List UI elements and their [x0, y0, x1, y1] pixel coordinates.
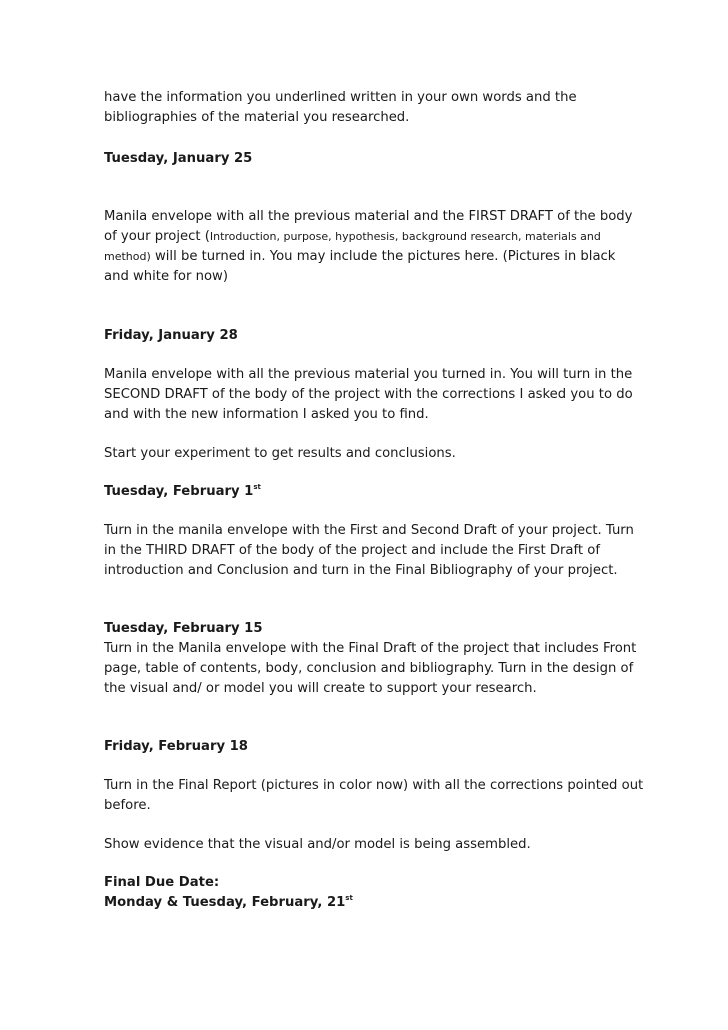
paragraph-january-25-part1: Manila envelope with all the previous material and the FIRST DRAFT of the body of your project (	[104, 209, 633, 244]
final-due-date	[104, 893, 644, 913]
heading-tuesday-february-1	[104, 482, 644, 502]
heading-tuesday-january-25: Tuesday, January 25	[104, 151, 253, 166]
document-page	[104, 88, 644, 913]
paragraph-february-15: Turn in the Manila envelope with the Final Draft of the project that includes Front page, table of contents, body, conclusion and bibliography. Turn in the design of the visual and/ or model you will create to support your research.	[104, 641, 637, 696]
heading-tuesday-february-1-sup: st	[253, 483, 261, 491]
paragraph-february-18: Turn in the Final Report (pictures in color now) with all the corrections pointed out before.	[104, 778, 644, 813]
paragraph-january-28: Manila envelope with all the previous material you turned in. You will turn in the SECOND DRAFT of the body of the project with the corrections I asked you to do and with the new information I asked you to find.	[104, 367, 633, 422]
final-due-date-text: Monday & Tuesday, February, 21	[104, 895, 346, 910]
paragraph-january-25-part2: will be turned in. You may include the pictures here. (Pictures in black and white for now)	[104, 249, 616, 284]
final-due-date-sup: st	[345, 894, 353, 902]
heading-tuesday-february-15: Tuesday, February 15	[104, 621, 263, 636]
paragraph-show-evidence: Show evidence that the visual and/or model is being assembled.	[104, 837, 531, 852]
heading-friday-january-28: Friday, January 28	[104, 328, 238, 343]
paragraph-february-1: Turn in the manila envelope with the First and Second Draft of your project. Turn in the THIRD DRAFT of the body of the project and include the First Draft of introduction and Conclusion and turn in the Final Bibliography of your project.	[104, 523, 634, 578]
paragraph-start-experiment: Start your experiment to get results and conclusions.	[104, 446, 456, 461]
paragraph-january-25-small: Introduction, purpose, hypothesis, background research, materials and method)	[104, 230, 601, 263]
intro-paragraph: have the information you underlined written in your own words and the bibliographies of the material you researched.	[104, 90, 577, 125]
heading-friday-february-18: Friday, February 18	[104, 739, 248, 754]
paragraph-january-25	[104, 207, 644, 287]
final-due-date-label: Final Due Date:	[104, 875, 220, 890]
heading-tuesday-february-1-text: Tuesday, February 1	[104, 484, 254, 499]
